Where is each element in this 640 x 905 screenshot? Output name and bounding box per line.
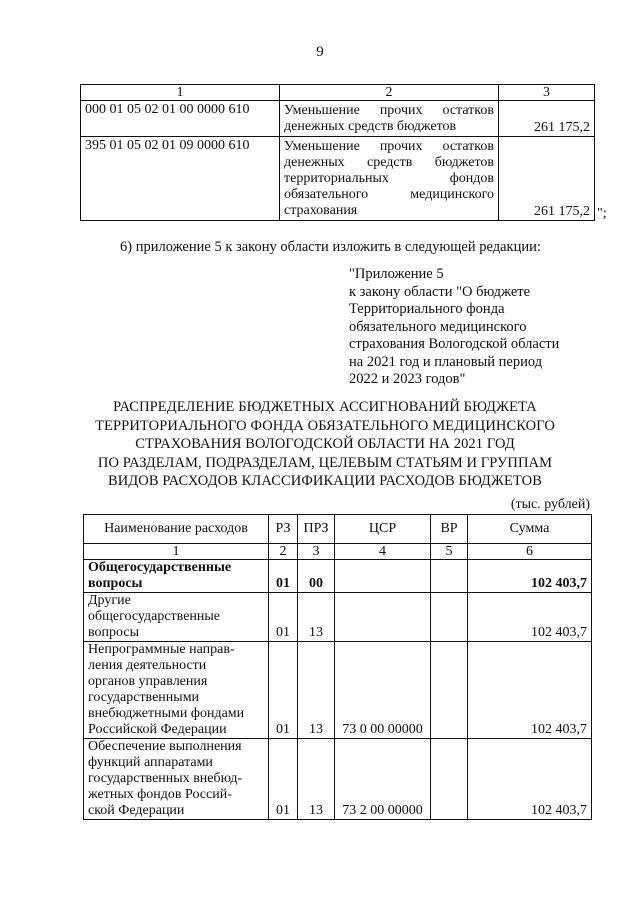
appendix-line: к закону области "О бюджете (349, 283, 531, 300)
column-number: 6 (468, 544, 592, 560)
appendix-reference (349, 266, 559, 389)
name-line: Непрограммные направ- (88, 642, 235, 657)
document-title (60, 398, 590, 491)
header-csr: ЦСР (335, 515, 431, 544)
sum-cell: 102 403,7 (468, 642, 592, 739)
header-sum: Сумма (468, 515, 592, 544)
page-number: 9 (316, 44, 324, 60)
appendix-line: страхования Вологодской области (349, 336, 560, 352)
rz-cell: 01 (269, 560, 298, 593)
rz-cell: 01 (269, 642, 298, 739)
prz-cell: 13 (298, 739, 335, 820)
name-line: ской Федерации (88, 803, 185, 818)
code-cell: 395 01 05 02 01 09 0000 610 (81, 137, 280, 221)
csr-cell (335, 593, 431, 642)
name-line: органов управления (88, 674, 208, 689)
title-line: ВИДОВ РАСХОДОВ КЛАССИФИКАЦИИ РАСХОДОВ БЮДЖЕТОВ (107, 473, 543, 489)
name-line: вопросы (88, 576, 143, 591)
column-numbers-row (84, 544, 592, 560)
csr-cell: 73 0 00 00000 (335, 642, 431, 739)
name-line: Российской Федерации (88, 722, 227, 737)
name-line: Обеспечение выполнения (88, 739, 242, 754)
name-line: жетных фондов Россий- (88, 787, 232, 802)
column-number: 2 (269, 544, 298, 560)
title-line: ПО РАЗДЕЛАМ, ПОДРАЗДЕЛАМ, ЦЕЛЕВЫМ СТАТЬЯМ И ГРУППАМ (97, 454, 553, 471)
column-number: 3 (298, 544, 335, 560)
name-line: внебюджетными фондами (88, 706, 245, 721)
amendment-paragraph: 6) приложение 5 к закону области изложить в следующей редакции: (120, 239, 541, 255)
sum-cell: 102 403,7 (468, 593, 592, 642)
allocation-table (83, 514, 592, 820)
sum-cell: 102 403,7 (468, 560, 592, 593)
header-prz: ПРЗ (298, 515, 335, 544)
header-cell: 2 (280, 85, 499, 101)
column-number: 1 (84, 544, 269, 560)
vr-cell (431, 593, 468, 642)
table-row (84, 560, 592, 593)
table-row (84, 642, 592, 739)
prz-cell: 00 (298, 560, 335, 593)
vr-cell (431, 642, 468, 739)
amount-cell: 261 175,2 (499, 137, 595, 221)
appendix-line: Территориального фонда (349, 301, 505, 317)
name-line: функций аппаратами (88, 755, 213, 770)
expense-name (84, 642, 269, 739)
name-line: вопросы (88, 625, 139, 640)
appendix-line: "Приложение 5 (349, 266, 444, 282)
name-line: Другие (88, 593, 131, 608)
title-line: СТРАХОВАНИЯ ВОЛОГОДСКОЙ ОБЛАСТИ НА 2021 ГОД (135, 436, 515, 452)
prz-cell: 13 (298, 642, 335, 739)
vr-cell (431, 560, 468, 593)
appendix-line: 2022 и 2023 годов" (349, 371, 466, 387)
title-line: РАСПРЕДЕЛЕНИЕ БЮДЖЕТНЫХ АССИГНОВАНИЙ БЮДЖЕТА (113, 399, 537, 415)
prz-cell: 13 (298, 593, 335, 642)
name-line: Общегосударственные (88, 560, 232, 575)
code-cell: 000 01 05 02 01 00 0000 610 (81, 101, 280, 137)
column-number: 5 (431, 544, 468, 560)
sum-cell: 102 403,7 (468, 739, 592, 820)
sources-table-header (81, 85, 595, 101)
expense-name (84, 593, 269, 642)
table-row (84, 593, 592, 642)
name-line: государственных внебюд- (88, 771, 243, 786)
csr-cell: 73 2 00 00000 (335, 739, 431, 820)
appendix-line: на 2021 год и плановый период (349, 353, 543, 370)
expense-name (84, 560, 269, 593)
table-row (81, 137, 595, 221)
name-line: государственными (88, 690, 200, 705)
rz-cell: 01 (269, 593, 298, 642)
expense-name (84, 739, 269, 820)
appendix-line: обязательного медицинского (349, 318, 527, 335)
csr-cell (335, 560, 431, 593)
name-line: общегосударственные (88, 609, 221, 624)
name-cell: Уменьшение прочих остатков денежных средств бюджетов территориальных фондов обязательного медицинского страхования (280, 137, 499, 221)
header-vr: ВР (431, 515, 468, 544)
name-line: ления деятельности (88, 658, 207, 673)
units-label: (тыс. рублей) (510, 497, 590, 512)
header-cell: 1 (81, 85, 280, 101)
amount-cell: 261 175,2 (499, 101, 595, 137)
allocation-table-header (84, 515, 592, 544)
header-rz: РЗ (269, 515, 298, 544)
table-row (81, 101, 595, 137)
header-cell: 3 (499, 85, 595, 101)
closing-quote: "; (597, 206, 607, 221)
rz-cell: 01 (269, 739, 298, 820)
table-row (84, 739, 592, 820)
sources-table (80, 84, 595, 221)
vr-cell (431, 739, 468, 820)
column-number: 4 (335, 544, 431, 560)
header-name: Наименование расходов (84, 515, 269, 544)
title-line: ТЕРРИТОРИАЛЬНОГО ФОНДА ОБЯЗАТЕЛЬНОГО МЕДИЦИНСКОГО (95, 417, 555, 434)
name-cell: Уменьшение прочих остатков денежных средств бюджетов (280, 101, 499, 137)
